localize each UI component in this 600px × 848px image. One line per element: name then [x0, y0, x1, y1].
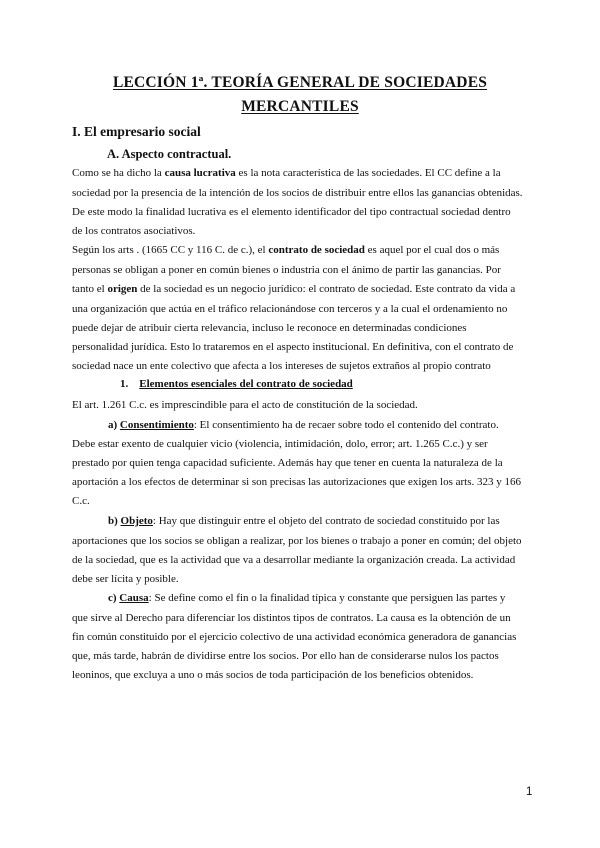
document-title-line-1: LECCIÓN 1ª. TEORÍA GENERAL DE SOCIEDADES	[112, 74, 488, 91]
page-number: 1	[526, 786, 533, 798]
term-heading: Objeto	[120, 515, 153, 527]
paragraph-line: personalidad jurídica. Esto lo trataremos en el aspecto institucional. En definitiva, con el contrato de	[72, 341, 514, 353]
paragraph-line: Según los arts . (1665 CC y 116 C. de c.), el contrato de sociedad es aquel por el cual dos o más	[72, 244, 500, 256]
paragraph-line: debe ser lícita y posible.	[72, 573, 179, 585]
paragraph-line: que, más tarde, habrán de dividirse entre los socios. Por ello han de considerarse nulos los pactos	[72, 650, 499, 662]
paragraph-line: personas se obligan a poner en común bienes o industria con el ánimo de partir las ganancias. Por	[72, 264, 501, 276]
paragraph-line: C.c.	[72, 495, 90, 507]
subsection-heading-a: A. Aspecto contractual.	[107, 147, 232, 161]
emphasis-text: origen	[107, 283, 138, 295]
document-title-line-2: MERCANTILES	[241, 98, 359, 115]
paragraph-line: tanto el origen de la sociedad es un negocio jurídico: el contrato de sociedad. Este contrato da vida a	[72, 283, 516, 295]
subsection-heading-1: 1. Elementos esenciales del contrato de sociedad	[120, 378, 353, 390]
section-heading: I. El empresario social	[72, 124, 201, 139]
emphasis-text: contrato de sociedad	[268, 244, 365, 256]
paragraph-line: aportaciones que los socios se obligan a realizar, por los bienes o trabajo a poner en común; del objeto	[72, 535, 522, 547]
paragraph-line: una organización que actúa en el tráfico relacionándose con terceros y a la cual el ordenamiento no	[72, 303, 508, 315]
paragraph-line: Debe estar exento de cualquier vicio (violencia, intimidación, dolo, error; art. 1.265 C.c.) y ser	[72, 438, 488, 450]
emphasis-text: causa lucrativa	[164, 167, 236, 179]
paragraph-line: a) Consentimiento: El consentimiento ha de recaer sobre todo el contenido del contrato.	[108, 419, 499, 431]
paragraph-line: puede dejar de atribuir cierta relevancia, incluso le reconoce en determinadas condiciones	[72, 322, 467, 334]
term-heading: Causa	[119, 592, 149, 604]
paragraph-line: sociedad por la presencia de la intención de los socios de distribuir entre ellos las ganancias obtenidas.	[72, 187, 523, 199]
paragraph-line: fin común constituido por el ejercicio colectivo de una actividad económica generadora de ganancias	[72, 631, 517, 643]
paragraph-line: que sirve al Derecho para diferenciar los distintos tipos de contratos. La causa es la obtención de un	[72, 612, 511, 624]
paragraph-line: de los contratos asociativos.	[72, 225, 196, 237]
term-heading: Consentimiento	[119, 419, 194, 431]
paragraph-line: El art. 1.261 C.c. es imprescindible para el acto de constitución de la sociedad.	[72, 399, 418, 411]
paragraph-line: c) Causa: Se define como el fin o la finalidad típica y constante que persiguen las partes y	[108, 592, 506, 604]
paragraph-line: prestado por quien tenga capacidad suficiente. Además hay que tener en cuenta la naturaleza de la	[72, 457, 503, 469]
paragraph-line: aportación a los efectos de determinar si son precisas las autorizaciones que exigen los arts. 323 y 166	[72, 476, 522, 488]
paragraph-line: b) Objeto: Hay que distinguir entre el objeto del contrato de sociedad constituido por las	[108, 515, 500, 527]
paragraph-line: De este modo la finalidad lucrativa es el elemento identificador del tipo contractual sociedad dentro	[72, 206, 511, 218]
paragraph-line: leoninos, que excluya a uno o más socios de toda participación de los beneficios obtenidos.	[72, 669, 474, 681]
paragraph-line: Como se ha dicho la causa lucrativa es la nota característica de las sociedades. El CC define a la	[72, 167, 501, 179]
paragraph-line: sociedad nace un ente colectivo que afecta a los intereses de sujetos extraños al propio contrato	[72, 360, 491, 372]
paragraph-line: de la sociedad, que es la actividad que va a desarrollar mediante la organización creada. La actividad	[72, 554, 516, 566]
